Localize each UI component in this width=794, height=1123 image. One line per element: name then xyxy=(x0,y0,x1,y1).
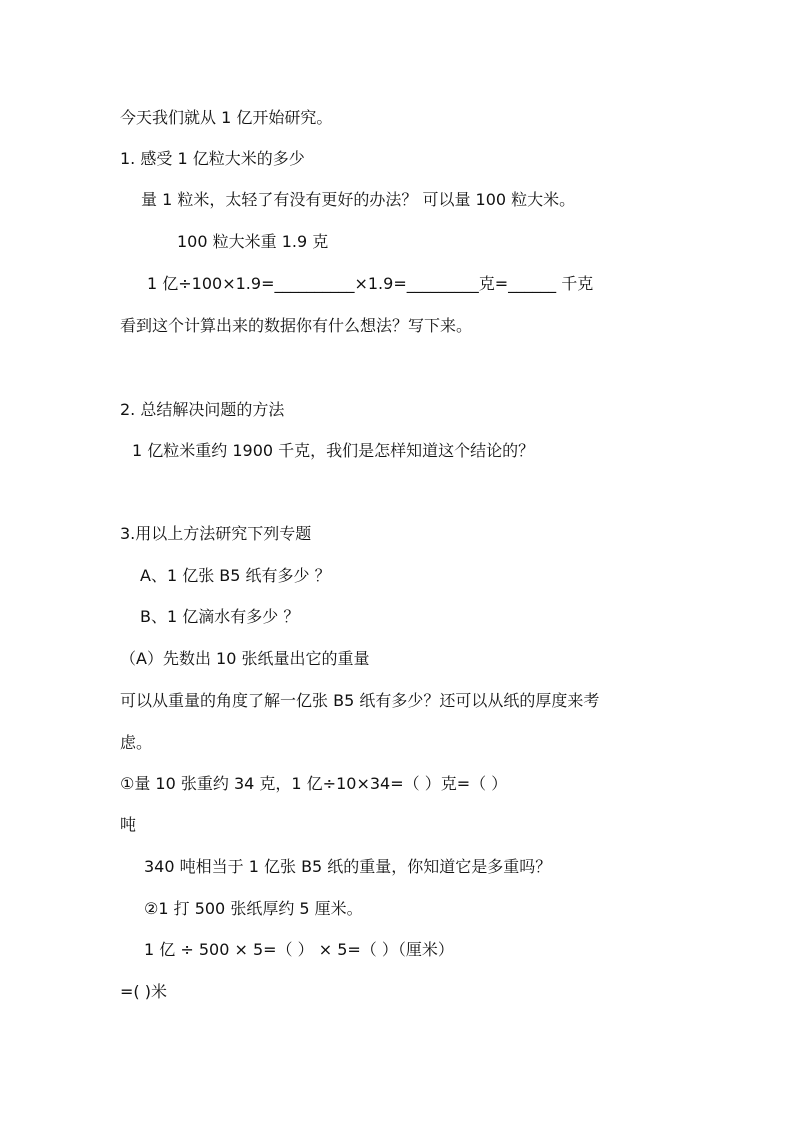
section-3-step-1-line-1: ①量 10 张重约 34 克，1 亿÷10×34=（ ）克=（ ） xyxy=(120,774,508,793)
section-1-line-2: 100 粒大米重 1.9 克 xyxy=(177,232,329,251)
section-3-part-a: （A）先数出 10 张纸量出它的重量 xyxy=(120,649,370,668)
section-3-step-2: ②1 打 500 张纸厚约 5 厘米。 xyxy=(144,899,363,918)
section-3-step-1-line-2: 吨 xyxy=(120,815,137,834)
intro-text: 今天我们就从 1 亿开始研究。 xyxy=(120,108,333,127)
section-1-heading: 1. 感受 1 亿粒大米的多少 xyxy=(120,149,305,168)
section-1-question: 看到这个计算出来的数据你有什么想法？写下来。 xyxy=(120,316,473,335)
section-3-step-2-result: =( )米 xyxy=(120,982,167,1001)
section-3-step-1-note: 340 吨相当于 1 亿张 B5 纸的重量，你知道它是多重吗？ xyxy=(144,857,552,876)
section-3-heading: 3.用以上方法研究下列专题 xyxy=(120,524,312,543)
section-3-step-2-formula: 1 亿 ÷ 500 × 5=（ ） × 5=（ ）（厘米） xyxy=(144,940,454,959)
section-1-formula: 1 亿÷100×1.9=__________×1.9=_________克=______ 千克 xyxy=(147,274,594,293)
section-3-paragraph-line-2: 虑。 xyxy=(120,733,153,752)
section-2-heading: 2. 总结解决问题的方法 xyxy=(120,400,285,419)
section-3-item-a: A、1 亿张 B5 纸有多少 ？ xyxy=(140,566,331,585)
section-3-paragraph-line-1: 可以从重量的角度了解一亿张 B5 纸有多少？还可以从纸的厚度来考 xyxy=(120,691,600,710)
section-3-item-b: B、1 亿滴水有多少 ？ xyxy=(140,607,300,626)
section-1-line-1: 量 1 粒米，太轻了有没有更好的办法？ 可以量 100 粒大米。 xyxy=(141,190,576,209)
section-2-line-1: 1 亿粒米重约 1900 千克，我们是怎样知道这个结论的？ xyxy=(132,441,535,460)
